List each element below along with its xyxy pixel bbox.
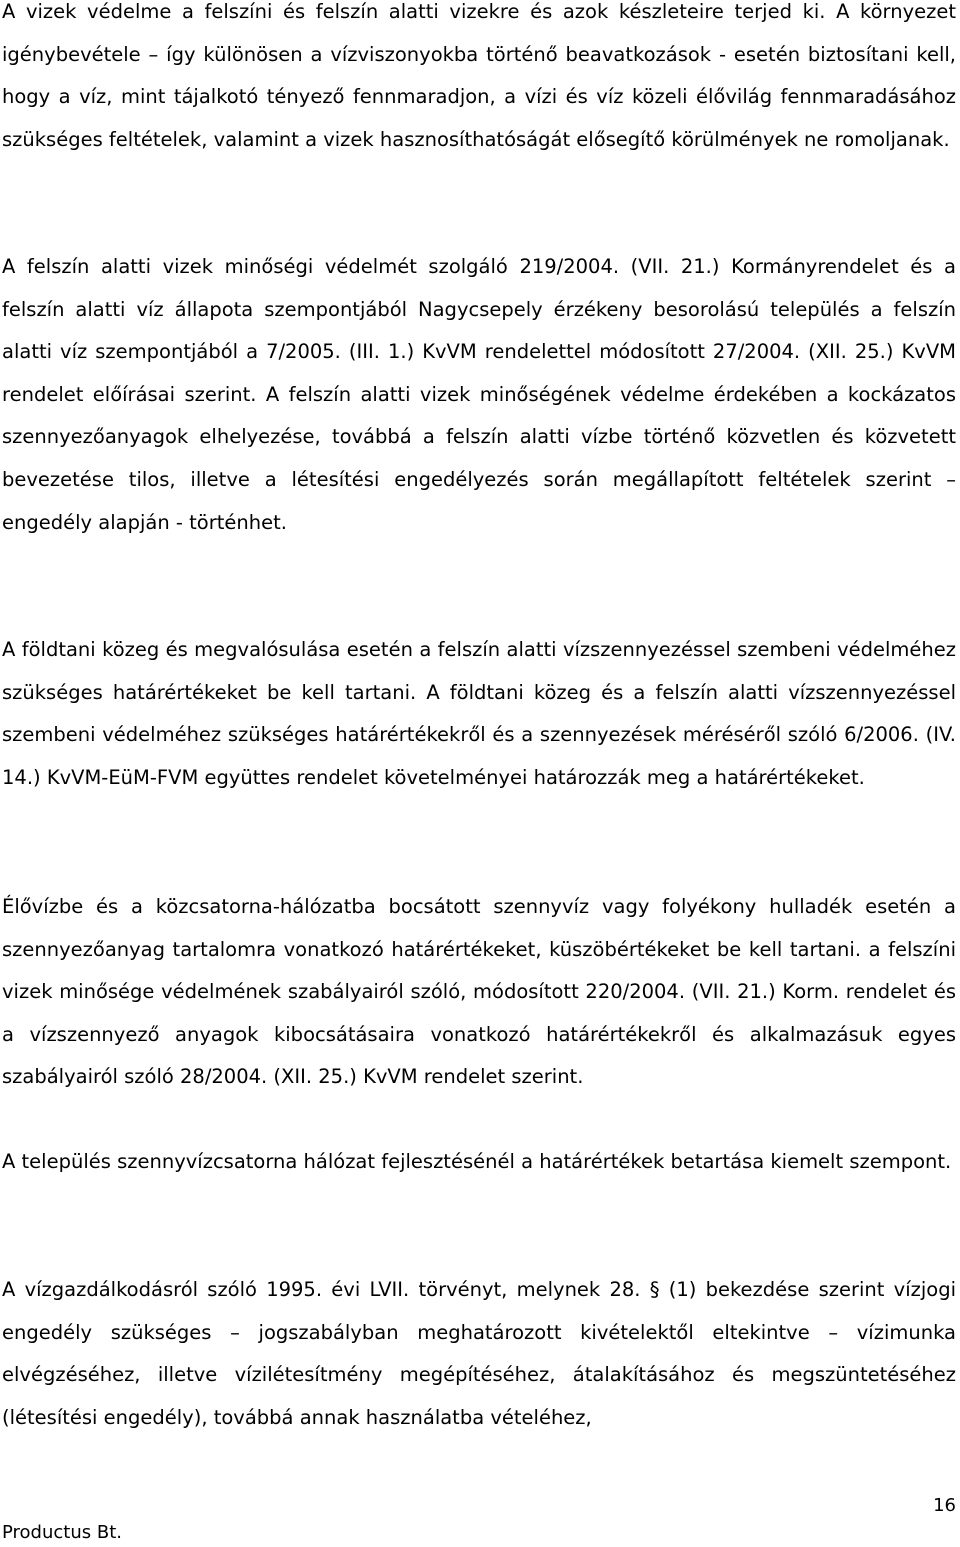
paragraph-water-management-law: A vízgazdálkodásról szóló 1995. évi LVII. törvényt, melynek 28. § (1) bekezdése szerint vízjogi engedély szükséges – jogszabályban meghatározott kivételektől eltekintve – vízimunka elvégzéséhez, illetve vízilétesítmény megépítéséhez, átalakításához és megszüntetéséhez (létesítési engedély), továbbá annak használatba vételéhez,	[2, 1278, 956, 1429]
page-number: 16	[933, 1495, 956, 1516]
paragraph-sewer-network: A település szennyvízcsatorna hálózat fejlesztésénél a határértékek betartása kiemelt szempont.	[2, 1150, 952, 1173]
footer-company: Productus Bt.	[2, 1522, 122, 1543]
paragraph-geological-medium: A földtani közeg és megvalósulása esetén a felszín alatti vízszennyezéssel szembeni védelméhez szükséges határértékeket be kell tartani. A földtani közeg és a felszín alatti vízszennyezéssel szembeni védelméhez szükséges határértékekről és a szennyezések méréséről szóló 6/2006. (IV. 14.) KvVM-EüM-FVM együttes rendelet követelményei határozzák meg a határértékeket.	[2, 638, 956, 789]
paragraph-groundwater-regulation: A felszín alatti vizek minőségi védelmét szolgáló 219/2004. (VII. 21.) Kormányrendelet és a felszín alatti víz állapota szempontjából Nagycsepely érzékeny besorolású település a felszín alatti víz szempontjából a 7/2005. (III. 1.) KvVM rendelettel módosított 27/2004. (XII. 25.) KvVM rendelet előírásai szerint. A felszín alatti vizek minőségének védelme érdekében a kockázatos szennyezőanyagok elhelyezése, továbbá a felszín alatti vízbe történő közvetlen és közvetett bevezetése tilos, illetve a létesítési engedélyezés során megállapított feltételek szerint – engedély alapján - történhet.	[2, 255, 956, 534]
paragraph-water-protection: A vizek védelme a felszíni és felszín alatti vizekre és azok készleteire terjed ki. A környezet igénybevétele – így különösen a vízviszonyokba történő beavatkozások - esetén biztosítani kell, hogy a víz, mint tájalkotó tényező fennmaradjon, a vízi és víz közeli élővilág fennmaradásához szükséges feltételek, valamint a vizek hasznosíthatóságát elősegítő körülmények ne romoljanak.	[2, 0, 956, 151]
paragraph-wastewater-limits: Élővízbe és a közcsatorna-hálózatba bocsátott szennyvíz vagy folyékony hulladék esetén a szennyezőanyag tartalomra vonatkozó határértékeket, küszöbértékeket be kell tartani. a felszíni vizek minősége védelmének szabályairól szóló, módosított 220/2004. (VII. 21.) Korm. rendelet és a vízszennyező anyagok kibocsátásaira vonatkozó határértékekről és alkalmazásuk egyes szabályairól szóló 28/2004. (XII. 25.) KvVM rendelet szerint.	[2, 895, 956, 1089]
